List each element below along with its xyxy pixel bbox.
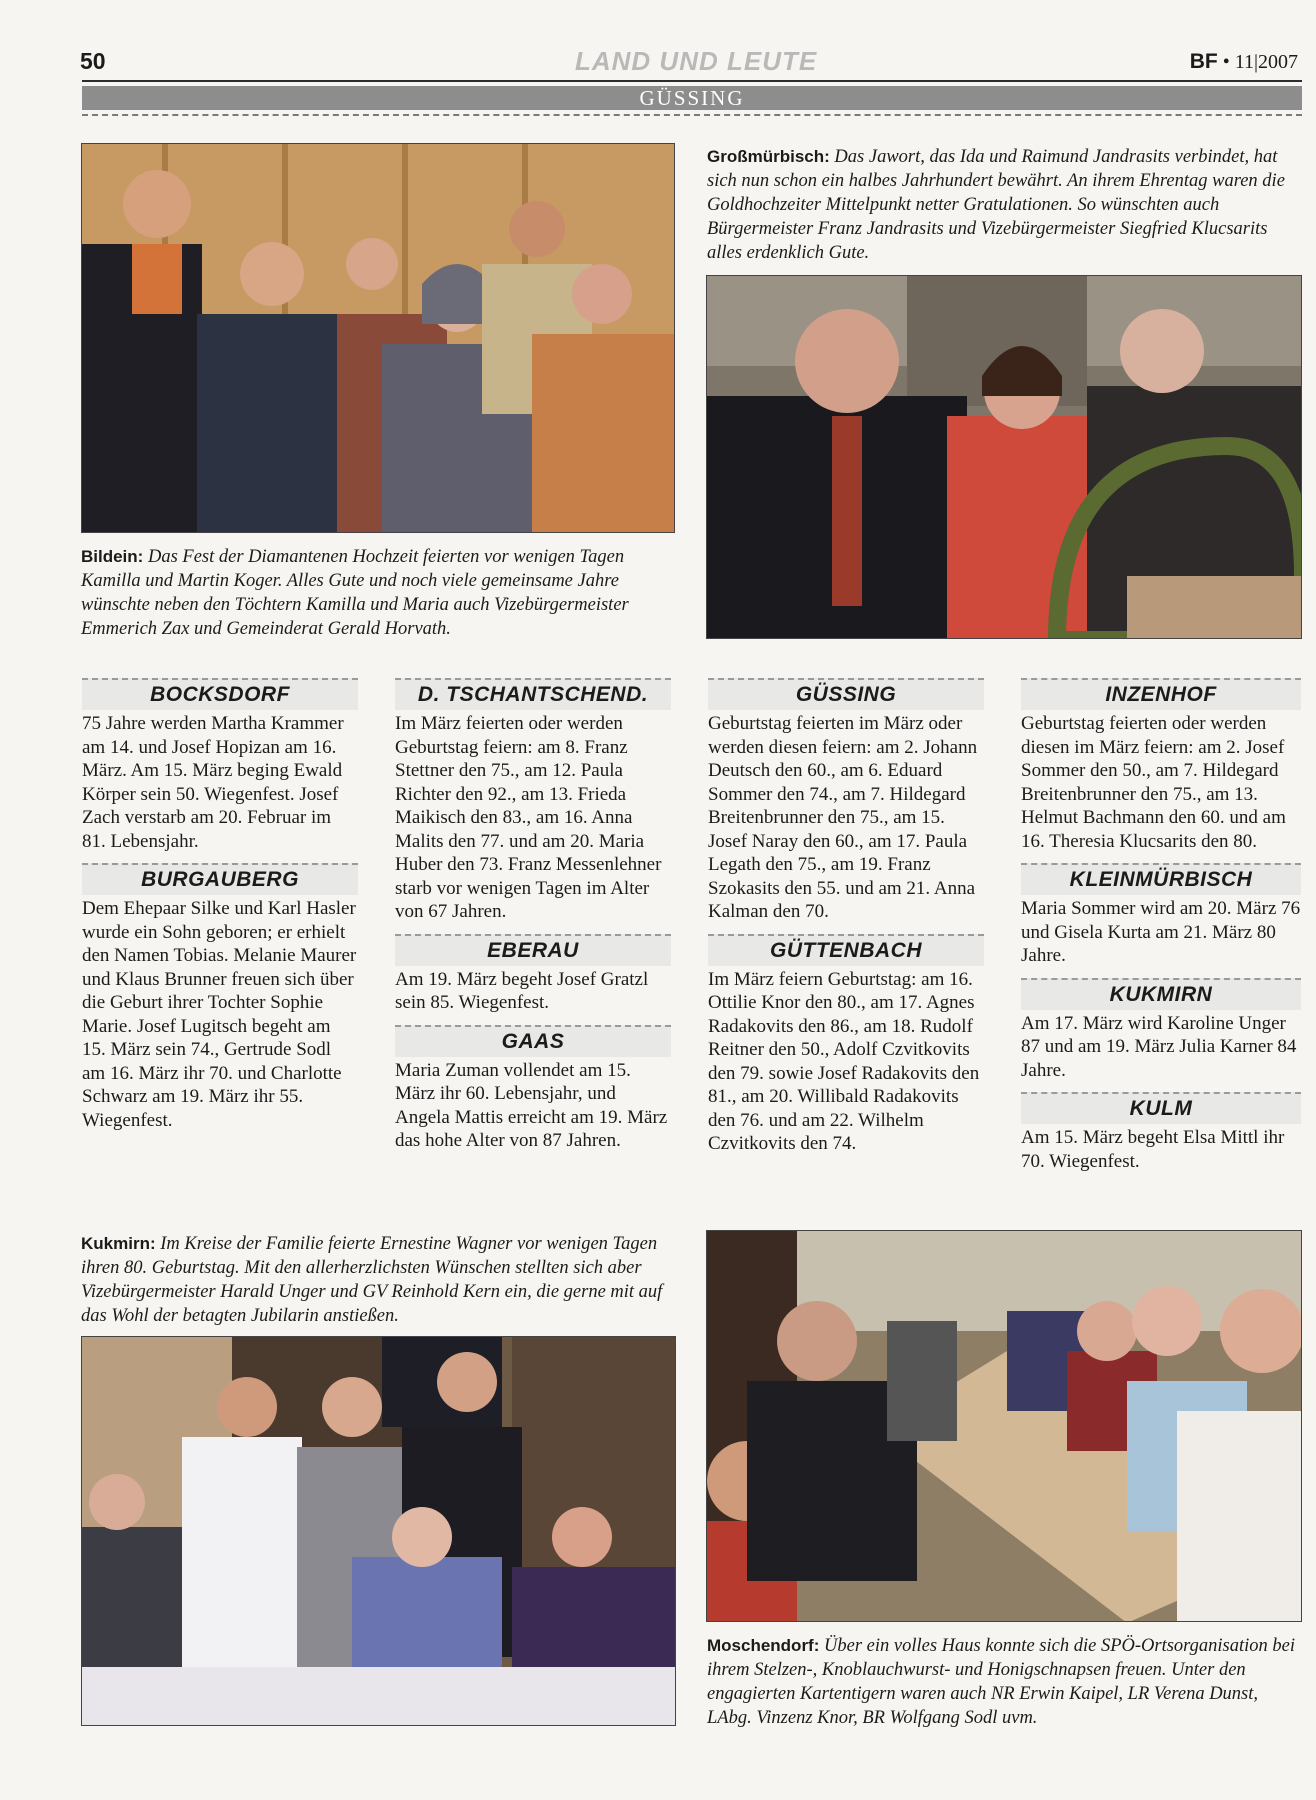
photo-kukmirn (81, 1336, 676, 1726)
page-number: 50 (80, 48, 106, 74)
section-heading: GÜSSING (708, 678, 984, 710)
column-4 (1021, 678, 1301, 1183)
section-heading: GÜTTENBACH (708, 934, 984, 966)
section-heading: BURGAUBERG (82, 863, 358, 895)
caption-text: Über ein volles Haus konnte sich die SPÖ-Ortsorganisation bei ihrem Stelzen-, Knoblauchwurst- und Honigschnapsen freuen. Unter den engagierten Kartentigern waren auch NR Erwin Kaipel, LR Verena Dunst, LAbg. Vinzenz Knor, BR Wolfgang Sodl uvm. (707, 1636, 1296, 1728)
region-title: GÜSSING (639, 86, 745, 110)
section-heading: KULM (1021, 1092, 1301, 1124)
caption-place: Großmürbisch: (707, 147, 830, 166)
section-eberau (395, 934, 671, 1015)
caption-text: Das Fest der Diamantenen Hochzeit feierten vor wenigen Tagen Kamilla und Martin Koger. Alles Gute und noch viele gemeinsame Jahre wünschte neben den Töchtern Kamilla und Maria auch Vizebürgermeister Emmerich Zax und Gemeinderat Gerald Horvath. (81, 547, 629, 639)
section-burgauberg (82, 863, 358, 1132)
section-text: Maria Sommer wird am 20. März 76 und Gisela Kurta am 21. März 80 Jahre. (1021, 898, 1301, 966)
caption-text: Das Jawort, das Ida und Raimund Jandrasits verbindet, hat sich nun schon ein halbes Jahrhundert bewährt. An ihrem Ehrentag waren die Goldhochzeiter Mittelpunkt netter Gratulationen. So wünschten auch Bürgermeister Franz Jandrasits und Vizebürgermeister Siegfried Klucsarits alles erdenklich Gute. (707, 147, 1285, 263)
issue-label (1190, 50, 1298, 74)
caption-text: Im Kreise der Familie feierte Ernestine Wagner vor wenigen Tagen ihren 80. Geburtstag. Mit den allerherzlichsten Wünschen stellten sich aber Vizebürgermeister Harald Unger und GV Reinhold Kern ein, die gerne mit auf das Wohl der betagten Jubilarin anstießen. (81, 1234, 663, 1326)
section-text: Im März feierten oder werden Geburtstag feiern: am 8. Franz Stettner den 75., am 12. Paula Richter den 92., am 13. Frieda Maikisch den 83., am 16. Anna Malits den 77. und am 20. Maria Huber den 73. Franz Messenlehner starb vor wenigen Tagen im Alter von 67 Jahren. (395, 713, 662, 922)
section-text: Am 19. März begeht Josef Gratzl sein 85. Wiegenfest. (395, 968, 649, 1013)
section-guessing (708, 678, 984, 924)
section-text: Dem Ehepaar Silke und Karl Hasler wurde ein Sohn geboren; er erhielt den Namen Tobias. Melanie Maurer und Klaus Brunner freuen sich über die Geburt ihrer Tochter Sophie Marie. Josef Lugitsch begeht am 15. März sein 74., Gertrude Sodl am 16. März ihr 70. und Charlotte Schwarz am 19. März ihr 55. Wiegenfest. (82, 898, 357, 1131)
section-heading: INZENHOF (1021, 678, 1301, 710)
photo-moschendorf (706, 1230, 1302, 1622)
section-heading: KLEINMÜRBISCH (1021, 863, 1301, 895)
column-2 (395, 678, 671, 1163)
section-text: 75 Jahre werden Martha Krammer am 14. und Josef Hopizan am 16. März. Am 15. März beging Ewald Körper sein 50. Wiegenfest. Josef Zach verstarb am 20. Februar im 81. Lebensjahr. (82, 713, 344, 852)
section-text: Am 15. März begeht Elsa Mittl ihr 70. Wiegenfest. (1021, 1127, 1285, 1172)
section-inzenhof (1021, 678, 1301, 853)
photo-grossmuerbisch (706, 275, 1302, 639)
section-bocksdorf (82, 678, 358, 853)
section-kleinmuerbisch (1021, 863, 1301, 968)
issue-separator: • (1222, 51, 1230, 73)
header-rule (82, 80, 1302, 82)
section-title: LAND UND LEUTE (575, 46, 818, 76)
section-d-tschantschend (395, 678, 671, 924)
caption-place: Kukmirn: (81, 1234, 156, 1253)
section-guettenbach (708, 934, 984, 1156)
section-heading: GAAS (395, 1025, 671, 1057)
photo-bildein (81, 143, 675, 533)
column-3 (708, 678, 984, 1166)
brand-label: BF (1189, 50, 1218, 73)
section-heading: D. TSCHANTSCHEND. (395, 678, 671, 710)
section-heading: KUKMIRN (1021, 978, 1301, 1010)
caption-place: Bildein: (81, 547, 144, 566)
caption-grossmuerbisch (707, 145, 1297, 265)
section-kukmirn (1021, 978, 1301, 1083)
issue-number: 11|2007 (1234, 51, 1298, 73)
section-heading: BOCKSDORF (82, 678, 358, 710)
section-heading: EBERAU (395, 934, 671, 966)
caption-place: Moschendorf: (707, 1636, 820, 1655)
section-kulm (1021, 1092, 1301, 1173)
caption-moschendorf (707, 1634, 1302, 1730)
section-text: Im März feiern Geburtstag: am 16. Ottilie Knor den 80., am 17. Agnes Radakovits den 86., am 18. Rudolf Reitner den 50., Adolf Czvitkovits den 79. sowie Josef Radakovits den 81., am 20. Willibald Radakovits den 76. und am 22. Wilhelm Czvitkovits den 74. (708, 968, 980, 1154)
section-text: Geburtstag feierten im März oder werden diesen feiern: am 2. Johann Deutsch den 60., am 6. Eduard Sommer den 74., am 7. Hildegard Breitenbrunner den 75., am 15. Josef Naray den 60., am 17. Paula Legath den 75., am 19. Franz Szokasits den 55. und am 21. Anna Kalman den 70. (708, 713, 978, 922)
section-text: Am 17. März wird Karoline Unger 87 und am 19. März Julia Karner 84 Jahre. (1021, 1012, 1297, 1081)
section-gaas (395, 1025, 671, 1153)
header-dashed-rule (82, 114, 1302, 116)
column-1 (82, 678, 358, 1142)
caption-bildein (81, 545, 676, 641)
caption-kukmirn (81, 1232, 676, 1328)
section-text: Maria Zuman vollendet am 15. März ihr 60. Lebensjahr, und Angela Mattis erreicht am 19. März das hohe Alter von 87 Jahren. (395, 1059, 668, 1151)
section-text: Geburtstag feierten oder werden diesen im März feiern: am 2. Josef Sommer den 50., am 7. Hildegard Breitenbrunner den 75., am 13. Helmut Bachmann den 60. und am 16. Theresia Klucsarits den 80. (1021, 713, 1286, 852)
